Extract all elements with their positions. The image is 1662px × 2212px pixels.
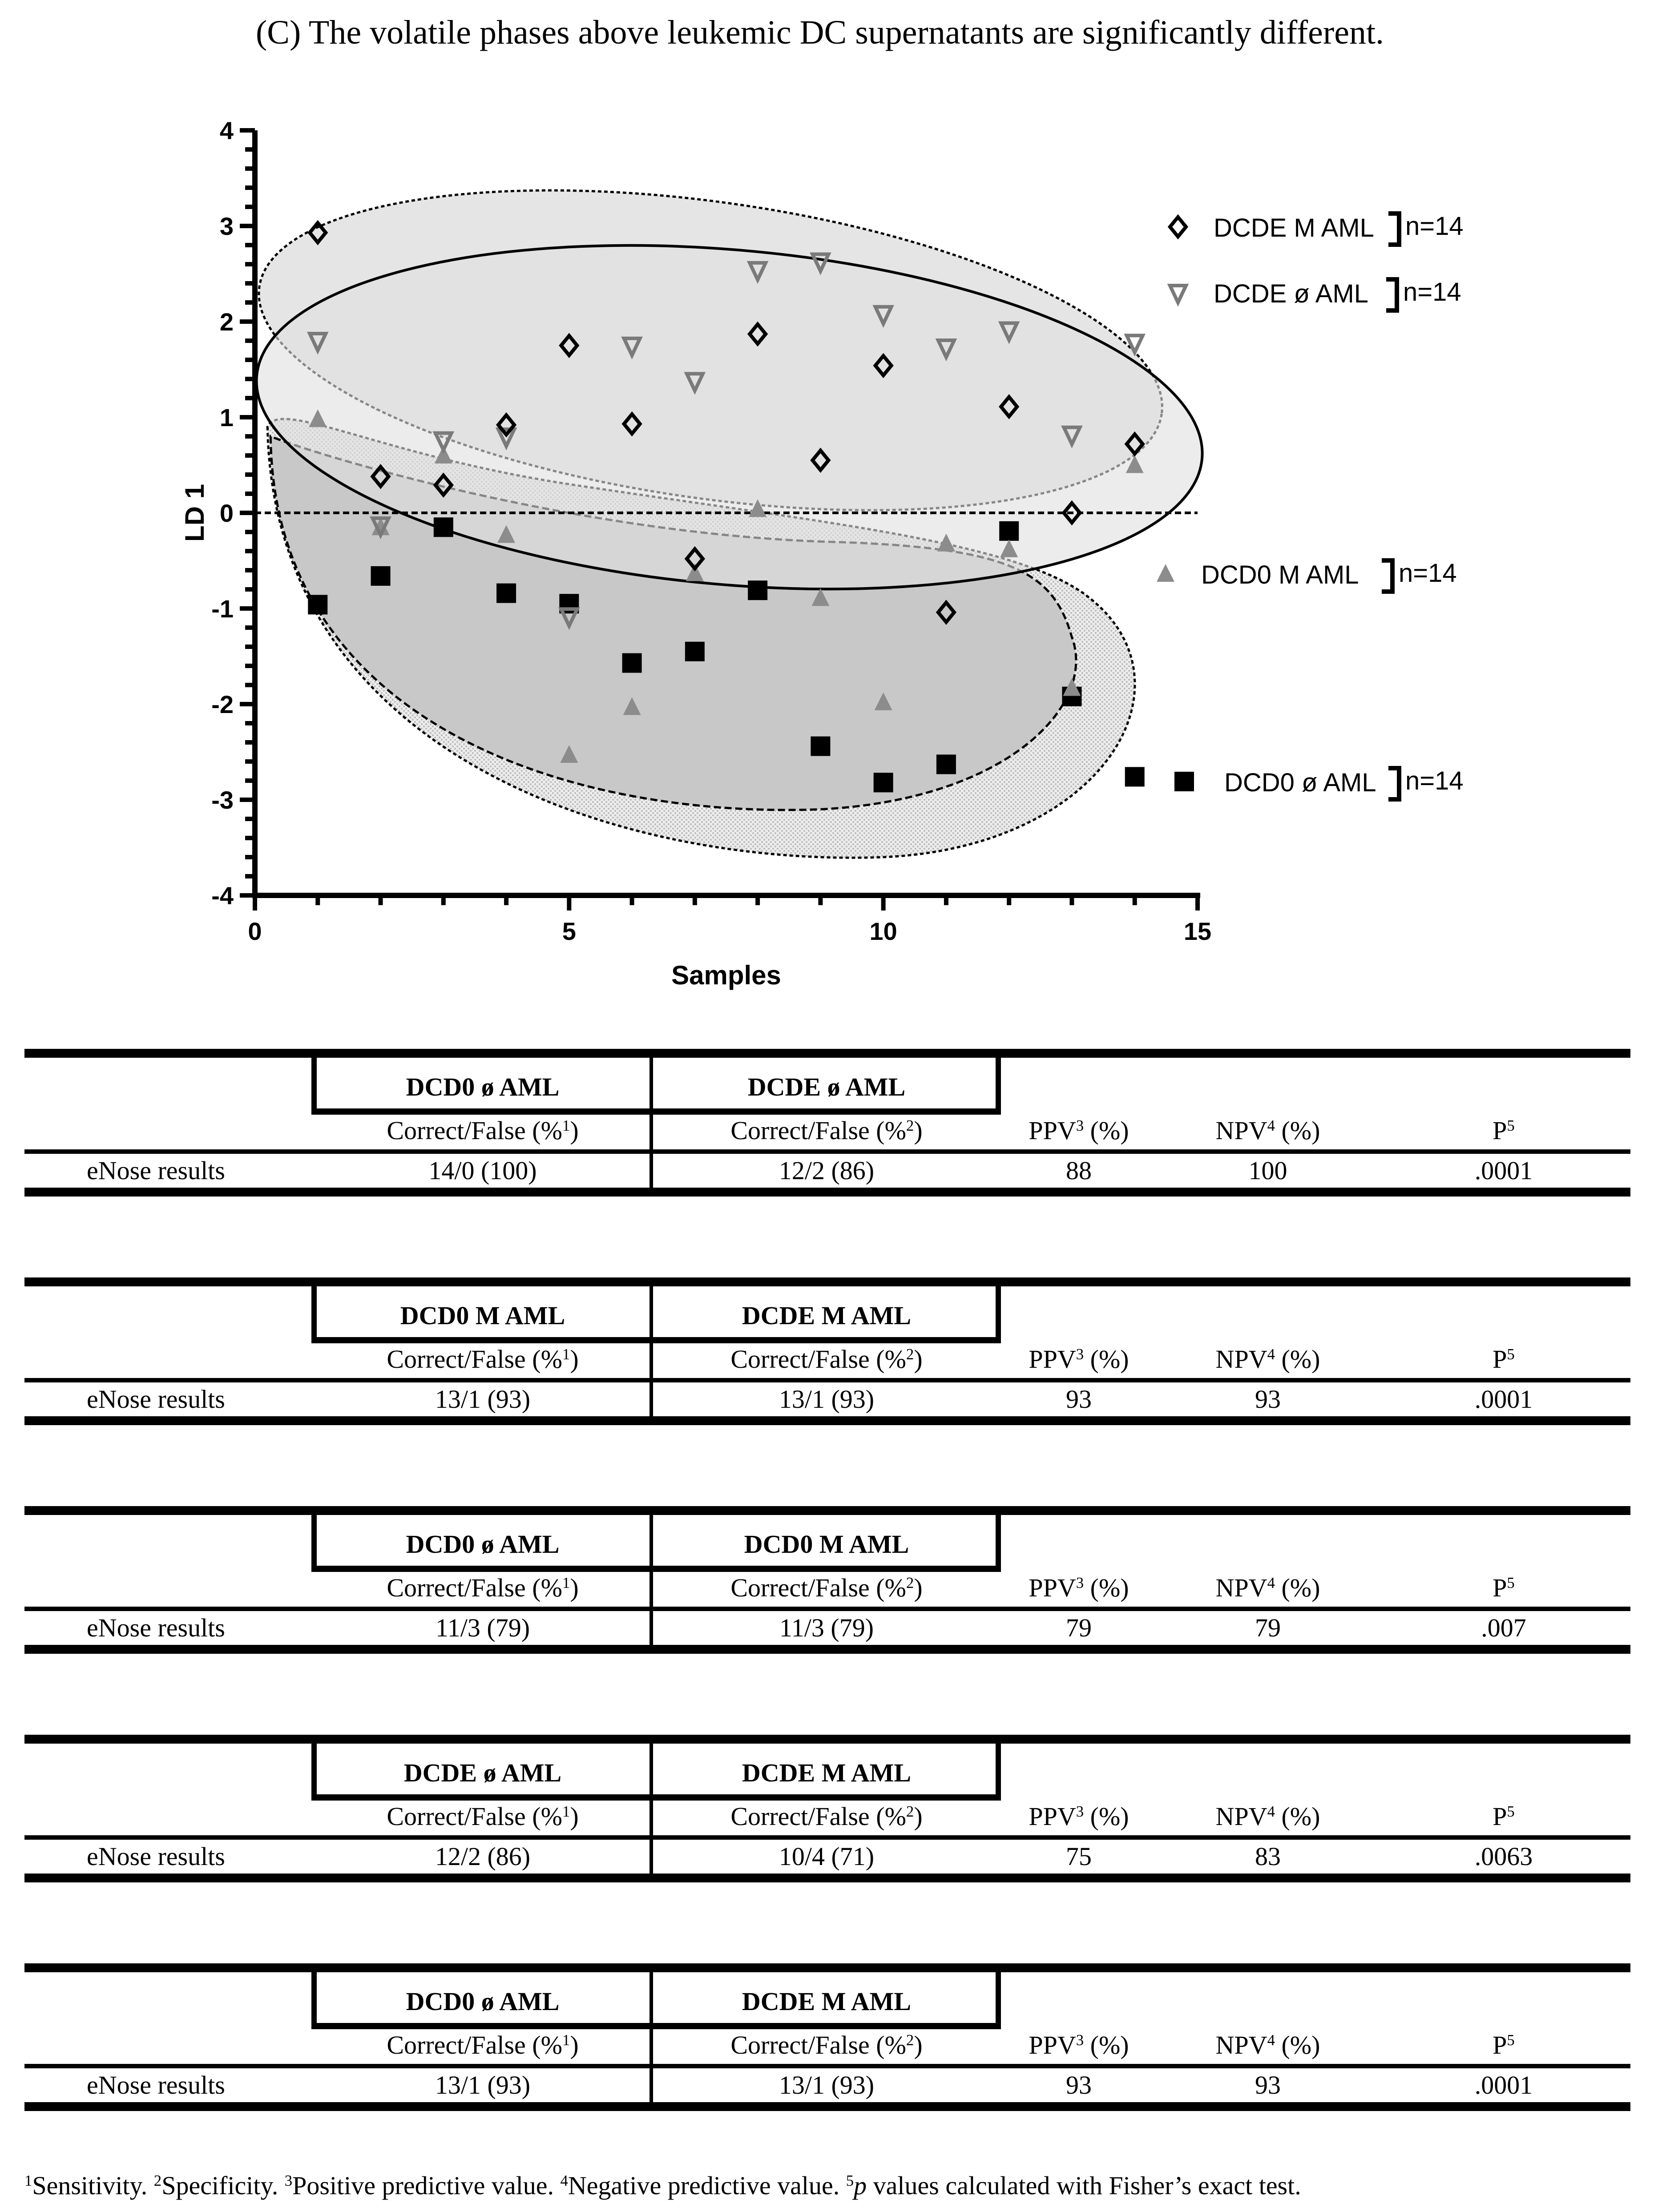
npv-header: NPV$^4$ (%)	[1215, 1573, 1320, 1602]
p-value: .0001	[1474, 1385, 1533, 1414]
sensitivity-value: 11/3 (79)	[435, 1613, 530, 1642]
legend-bracket	[1386, 279, 1397, 310]
data-point	[874, 773, 893, 792]
legend-bracket	[1388, 214, 1399, 245]
npv-value: 83	[1255, 1842, 1281, 1871]
specificity-value: 12/2 (86)	[779, 1156, 875, 1185]
table-bottom-rule	[24, 1188, 1630, 1197]
sensitivity-header: Correct/False (%$^1$)	[387, 1573, 579, 1602]
data-point	[936, 754, 956, 774]
table-top-rule	[24, 1735, 1630, 1744]
ppv-header: PPV$^3$ (%)	[1029, 1345, 1129, 1374]
legend-n: n=14	[1405, 212, 1464, 241]
header-rule	[24, 2064, 1630, 2068]
table-top-rule	[24, 1049, 1630, 1058]
y-tick-label: 4	[219, 117, 234, 145]
y-tick-label: 2	[219, 308, 234, 336]
specificity-value: 13/1 (93)	[779, 1385, 875, 1414]
p-header: $P^5$	[1493, 2031, 1515, 2059]
legend-n: n=14	[1403, 278, 1461, 306]
data-point	[308, 595, 327, 614]
table-footnote: $^1$Sensitivity. $^2$Specificity. $^3$Positive predictive value. $^4$Negative predictive value. $^5$p values calculated with Fisher’s exact test.	[24, 2171, 1301, 2200]
comparison-table	[24, 1277, 1630, 1489]
legend-item	[1157, 559, 1457, 592]
specificity-header: Correct/False (%$^2$)	[730, 2031, 923, 2059]
ppv-header: PPV$^3$ (%)	[1029, 1573, 1129, 1602]
group-2-label: DCDE M AML	[742, 1301, 912, 1330]
sensitivity-value: 13/1 (93)	[435, 1385, 531, 1414]
column-divider	[649, 1515, 653, 1645]
legend-marker-icon	[1157, 564, 1174, 582]
specificity-header: Correct/False (%$^2$)	[730, 1345, 923, 1374]
sensitivity-header: Correct/False (%$^1$)	[387, 1345, 579, 1374]
group-ellipses	[239, 140, 1217, 858]
row-label: eNose results	[87, 2071, 225, 2099]
legend-label: DCDE ø AML	[1214, 279, 1369, 308]
comparison-table	[24, 1963, 1630, 2175]
group-1-label: DCD0 ø AML	[406, 1987, 560, 2016]
data-point	[811, 737, 830, 756]
comparison-table	[24, 1735, 1630, 1946]
specificity-header: Correct/False (%$^2$)	[730, 1802, 923, 1831]
column-divider	[649, 1744, 653, 1874]
table-bottom-rule	[24, 2102, 1630, 2111]
y-tick-label: 0	[219, 499, 234, 527]
ppv-header: PPV$^3$ (%)	[1029, 1802, 1129, 1831]
row-label: eNose results	[87, 1156, 225, 1185]
ppv-value: 88	[1066, 1156, 1092, 1185]
npv-value: 93	[1255, 1385, 1281, 1414]
p-value: .0063	[1474, 1842, 1533, 1871]
header-rule	[24, 1149, 1630, 1154]
y-tick-label: -3	[211, 786, 234, 814]
data-point	[434, 517, 453, 537]
chart-canvas	[0, 107, 1662, 1005]
y-tick-label: -2	[211, 690, 234, 718]
data-point	[371, 566, 391, 586]
ppv-value: 79	[1066, 1613, 1092, 1642]
npv-value: 93	[1255, 2071, 1281, 2099]
legend-marker-icon	[1170, 286, 1186, 302]
legend-marker-icon	[1170, 217, 1186, 237]
npv-header: NPV$^4$ (%)	[1215, 2031, 1320, 2059]
specificity-value: 11/3 (79)	[779, 1613, 874, 1642]
group-1-label: DCD0 M AML	[400, 1301, 565, 1330]
x-tick-label: 15	[1183, 917, 1212, 945]
npv-header: NPV$^4$ (%)	[1215, 1802, 1320, 1831]
sensitivity-header: Correct/False (%$^1$)	[387, 2031, 579, 2059]
table-bottom-rule	[24, 1416, 1630, 1425]
group-2-label: DCD0 M AML	[744, 1530, 909, 1559]
ppv-value: 93	[1066, 1385, 1092, 1414]
p-value: .0001	[1474, 1156, 1533, 1185]
sensitivity-header: Correct/False (%$^1$)	[387, 1802, 579, 1831]
x-tick-label: 10	[869, 917, 897, 945]
p-header: $P^5$	[1493, 1573, 1515, 1602]
table-bottom-rule	[24, 1645, 1630, 1654]
data-point	[748, 580, 767, 600]
sensitivity-value: 13/1 (93)	[435, 2071, 531, 2099]
p-value: .0001	[1474, 2071, 1533, 2099]
legend-bracket	[1382, 560, 1392, 592]
data-point	[999, 521, 1019, 541]
legend	[1157, 212, 1464, 799]
ppv-header: PPV$^3$ (%)	[1029, 1116, 1129, 1145]
group-1-label: DCDE ø AML	[403, 1758, 562, 1787]
header-rule	[24, 1835, 1630, 1840]
group-2-label: DCDE ø AML	[747, 1072, 906, 1101]
specificity-header: Correct/False (%$^2$)	[730, 1573, 923, 1602]
legend-item	[1174, 766, 1464, 799]
figure-title: (C) The volatile phases above leukemic DC supernatants are significantly different.	[256, 14, 1384, 51]
row-label: eNose results	[87, 1613, 225, 1642]
data-point	[1125, 767, 1145, 786]
legend-label: DCD0 ø AML	[1224, 768, 1376, 797]
y-tick-label: -1	[211, 595, 234, 623]
column-divider	[649, 1972, 653, 2102]
p-value: .007	[1481, 1613, 1526, 1642]
header-rule	[24, 1607, 1630, 1611]
legend-n: n=14	[1399, 559, 1457, 588]
x-tick-label: 0	[248, 917, 262, 945]
y-tick-label: 3	[219, 212, 234, 240]
p-header: $P^5$	[1493, 1116, 1515, 1145]
header-rule	[24, 1378, 1630, 1382]
x-tick-label: 5	[562, 917, 576, 945]
column-divider	[649, 1058, 653, 1188]
sensitivity-header: Correct/False (%$^1$)	[387, 1116, 579, 1145]
comparison-table	[24, 1506, 1630, 1717]
npv-value: 79	[1255, 1613, 1281, 1642]
specificity-value: 10/4 (71)	[779, 1842, 875, 1871]
legend-label: DCD0 M AML	[1201, 560, 1359, 589]
group-1-label: DCD0 ø AML	[406, 1530, 560, 1559]
legend-item	[1170, 278, 1461, 310]
ppv-value: 75	[1066, 1842, 1092, 1871]
sensitivity-value: 14/0 (100)	[428, 1156, 537, 1185]
legend-bracket	[1388, 768, 1399, 799]
lda-scatter-chart	[0, 107, 1662, 1005]
group-2-label: DCDE M AML	[742, 1987, 912, 2016]
ppv-header: PPV$^3$ (%)	[1029, 2031, 1129, 2059]
ppv-value: 93	[1066, 2071, 1092, 2099]
p-header: $P^5$	[1493, 1345, 1515, 1374]
legend-item	[1170, 212, 1464, 245]
specificity-header: Correct/False (%$^2$)	[730, 1116, 923, 1145]
x-axis-label: Samples	[671, 960, 781, 990]
p-header: $P^5$	[1493, 1802, 1515, 1831]
data-point	[496, 584, 516, 603]
npv-header: NPV$^4$ (%)	[1215, 1345, 1320, 1374]
legend-marker-icon	[1174, 772, 1194, 791]
group-1-label: DCD0 ø AML	[406, 1072, 560, 1101]
sensitivity-value: 12/2 (86)	[435, 1842, 531, 1871]
table-top-rule	[24, 1506, 1630, 1515]
column-divider	[649, 1286, 653, 1416]
group-2-label: DCDE M AML	[742, 1758, 912, 1787]
specificity-value: 13/1 (93)	[779, 2071, 875, 2099]
data-point	[685, 642, 705, 661]
row-label: eNose results	[87, 1385, 225, 1414]
npv-header: NPV$^4$ (%)	[1215, 1116, 1320, 1145]
row-label: eNose results	[87, 1842, 225, 1871]
y-tick-label: -4	[211, 882, 234, 910]
legend-n: n=14	[1405, 766, 1464, 795]
comparison-table	[24, 1049, 1630, 1260]
table-top-rule	[24, 1277, 1630, 1286]
y-axis-label: LD 1	[180, 483, 210, 542]
legend-label: DCDE M AML	[1214, 214, 1374, 242]
table-top-rule	[24, 1963, 1630, 1972]
y-tick-label: 1	[219, 403, 234, 431]
data-point	[622, 653, 642, 673]
npv-value: 100	[1248, 1156, 1287, 1185]
table-bottom-rule	[24, 1874, 1630, 1882]
